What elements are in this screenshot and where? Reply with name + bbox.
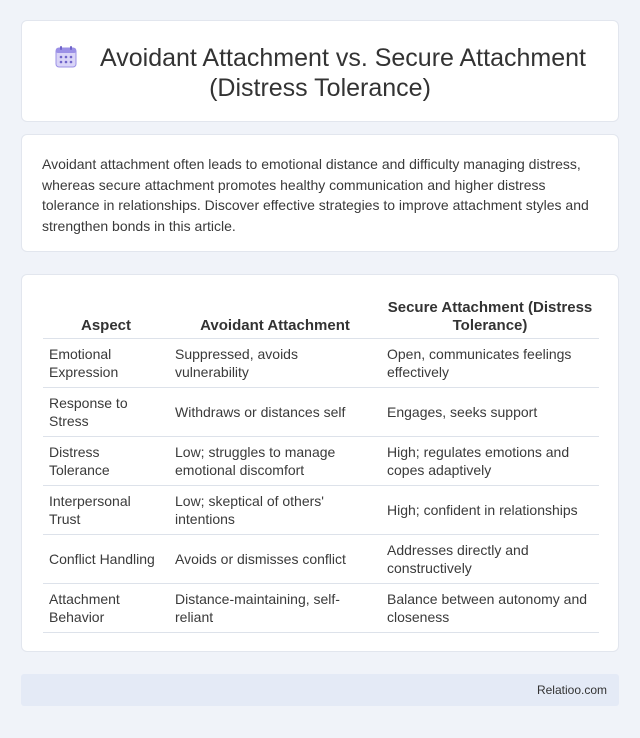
- title-card: [21, 20, 619, 122]
- cell-avoidant: Distance-maintaining, self-reliant: [169, 583, 381, 632]
- calendar-icon: [54, 45, 78, 69]
- page-title: [22, 43, 618, 103]
- cell-aspect: Response to Stress: [43, 387, 169, 436]
- header-secure: Secure Attachment (Distress Tolerance): [381, 296, 599, 338]
- comparison-table: [43, 296, 599, 633]
- cell-avoidant: Withdraws or distances self: [169, 387, 381, 436]
- title-line-2: (Distress Tolerance): [209, 74, 431, 102]
- table-row: [43, 583, 599, 632]
- cell-avoidant: Low; skeptical of others' intentions: [169, 485, 381, 534]
- cell-secure: Addresses directly and constructively: [381, 534, 599, 583]
- footer-site-link[interactable]: Relatioo.com: [536, 683, 607, 697]
- table-header-row: [43, 296, 599, 338]
- cell-secure: Open, communicates feelings effectively: [381, 338, 599, 387]
- table-row: [43, 436, 599, 485]
- cell-aspect: Interpersonal Trust: [43, 485, 169, 534]
- intro-card: [21, 134, 619, 252]
- cell-avoidant: Avoids or dismisses conflict: [169, 534, 381, 583]
- header-avoidant: Avoidant Attachment: [169, 296, 381, 338]
- cell-secure: High; confident in relationships: [381, 485, 599, 534]
- comparison-card: [21, 274, 619, 652]
- title-line-1: Avoidant Attachment vs. Secure Attachment: [100, 44, 586, 72]
- header-aspect: Aspect: [43, 296, 169, 338]
- cell-aspect: Distress Tolerance: [43, 436, 169, 485]
- table-row: [43, 387, 599, 436]
- table-row: [43, 338, 599, 387]
- cell-aspect: Conflict Handling: [43, 534, 169, 583]
- cell-aspect: Emotional Expression: [43, 338, 169, 387]
- cell-secure: High; regulates emotions and copes adaptively: [381, 436, 599, 485]
- cell-avoidant: Suppressed, avoids vulnerability: [169, 338, 381, 387]
- cell-avoidant: Low; struggles to manage emotional discomfort: [169, 436, 381, 485]
- table-row: [43, 485, 599, 534]
- footer-bar: [21, 674, 619, 706]
- cell-aspect: Attachment Behavior: [43, 583, 169, 632]
- cell-secure: Balance between autonomy and closeness: [381, 583, 599, 632]
- table-row: [43, 534, 599, 583]
- cell-secure: Engages, seeks support: [381, 387, 599, 436]
- intro-paragraph: Avoidant attachment often leads to emotional distance and difficulty managing distress, whereas secure attachment promotes healthy communication and higher distress tolerance in relationships. Discover effective strategies to improve attachment styles and strengthen bonds in this article.: [42, 156, 589, 234]
